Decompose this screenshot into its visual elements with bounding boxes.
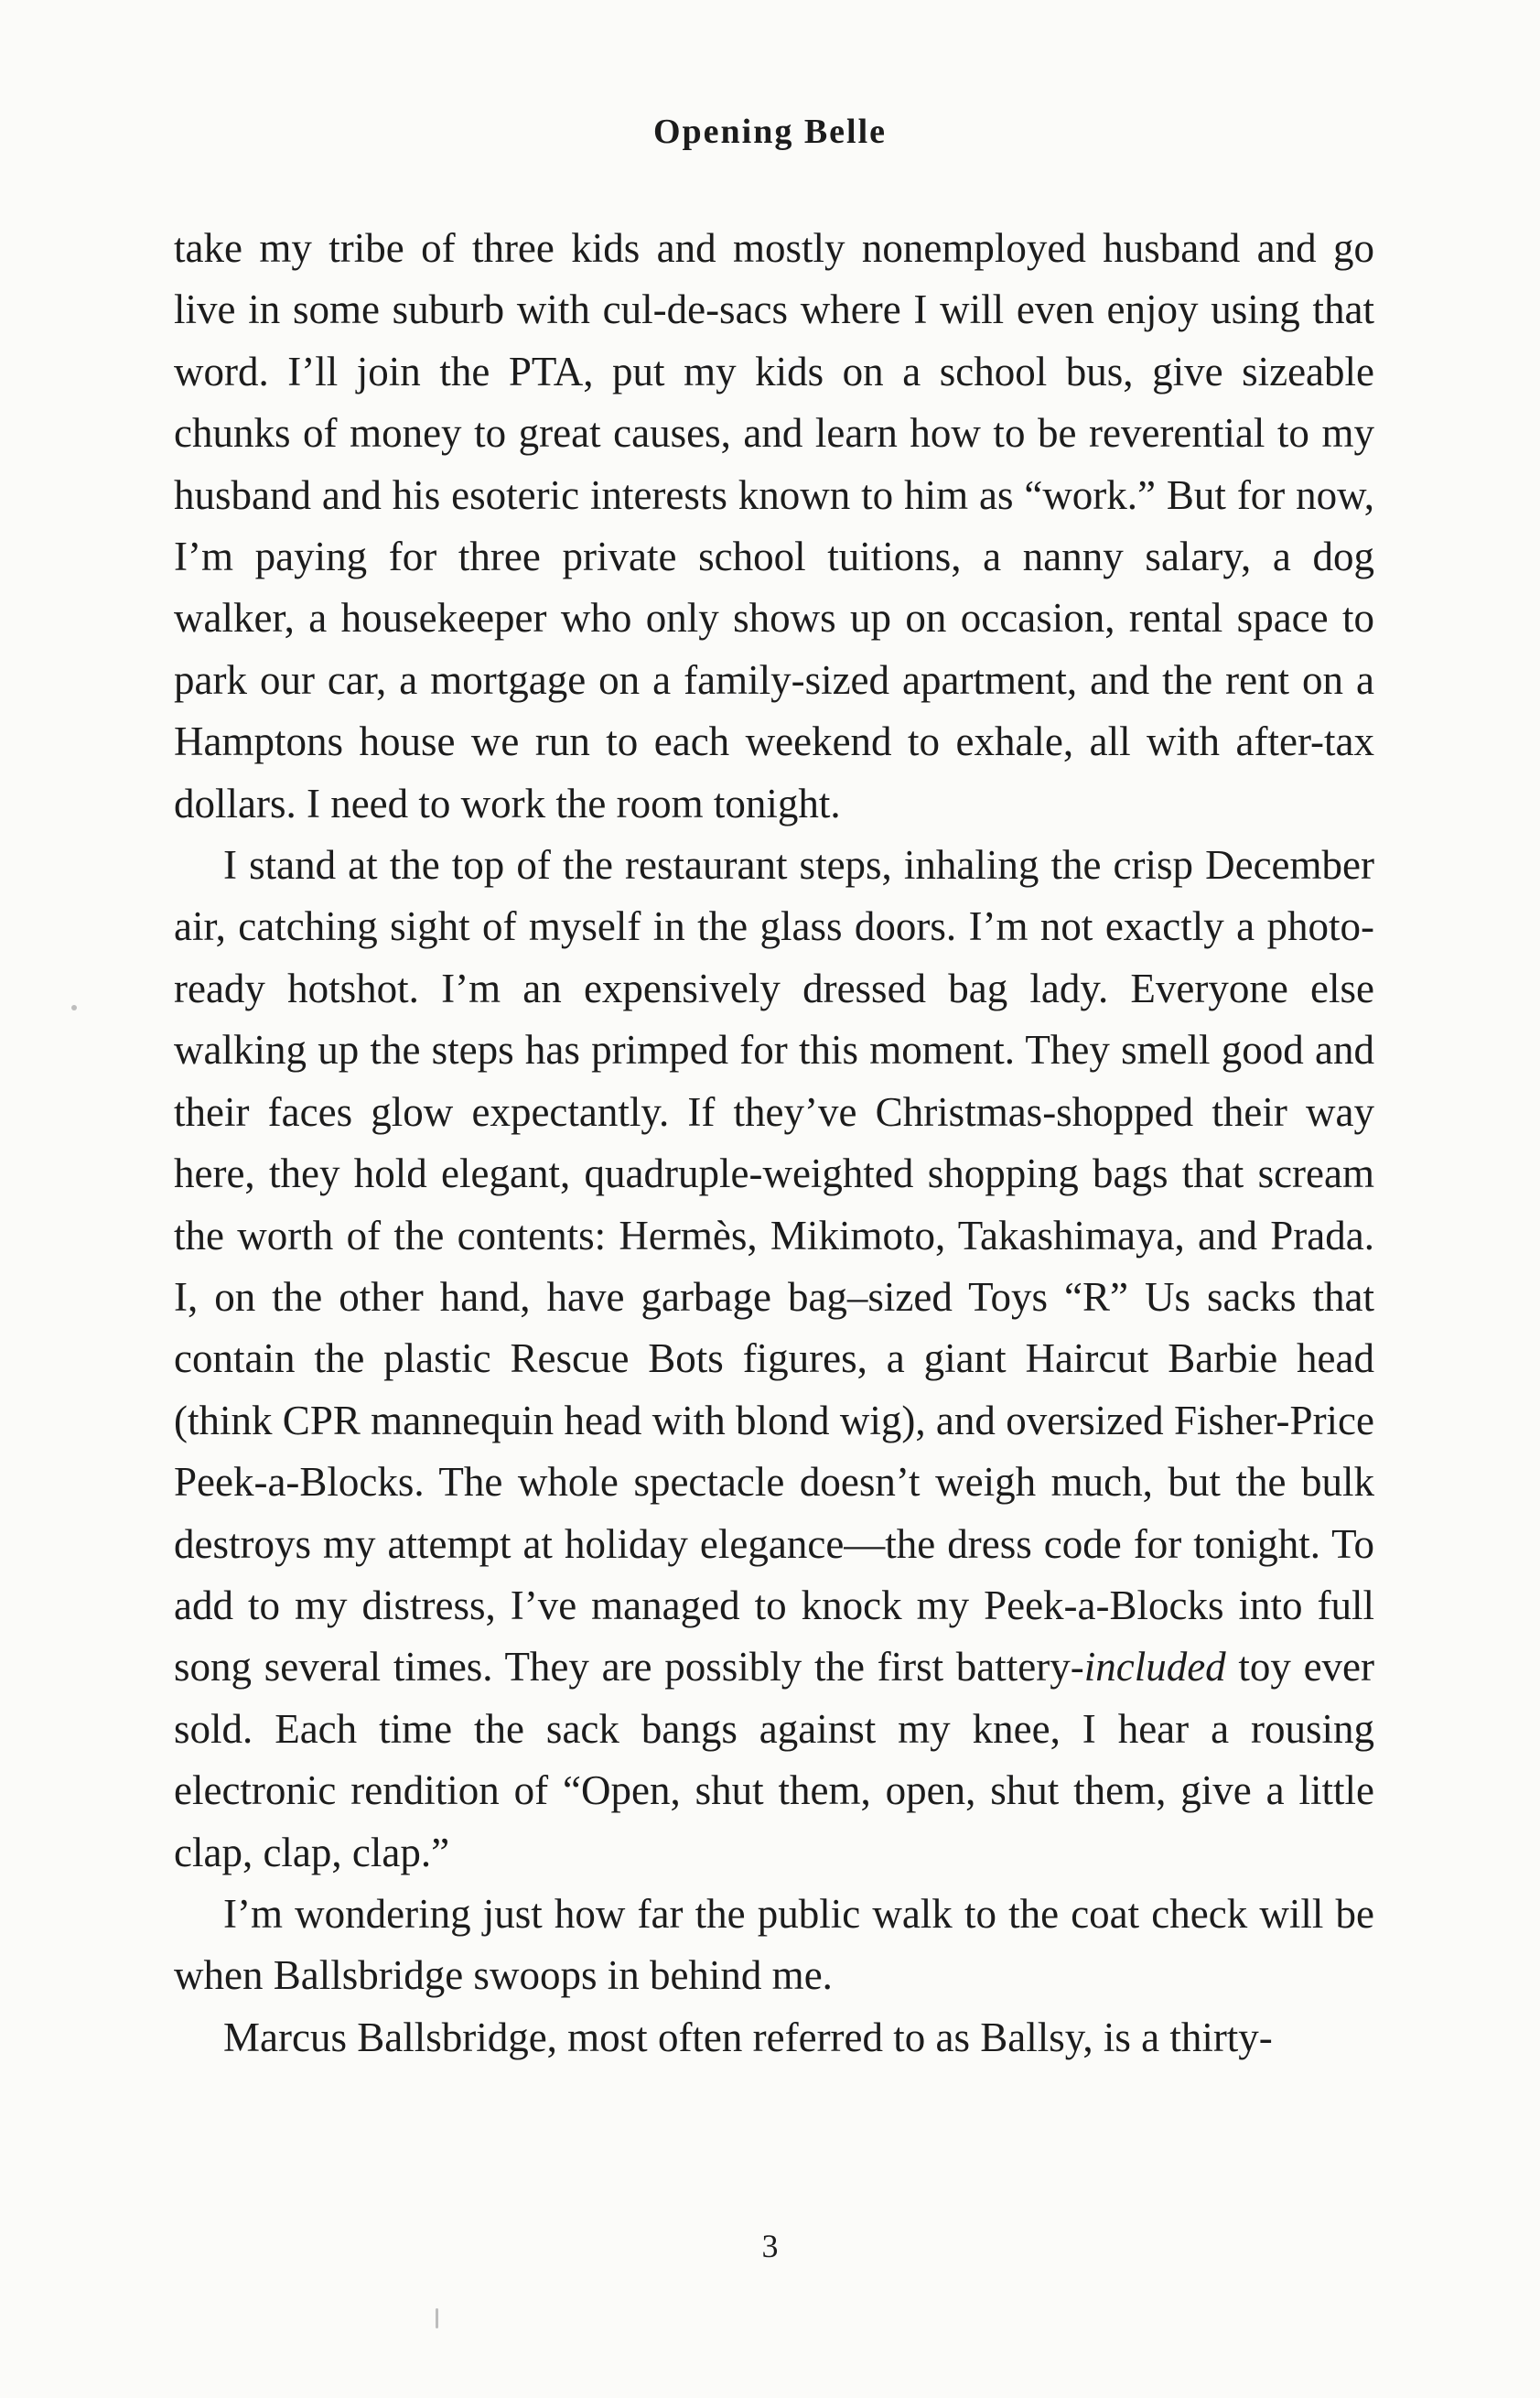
running-title: Opening Belle <box>652 113 888 151</box>
body-text <box>174 218 1374 2069</box>
paragraph-2 <box>174 835 1374 1884</box>
scan-speck <box>436 2308 438 2328</box>
paragraph-4: Marcus Ballsbridge, most often referred to as Ballsy, is a thirty- <box>223 2014 1273 2060</box>
page-number: 3 <box>761 2228 779 2264</box>
paragraph-2-text: I stand at the top of the restaurant steps, inhaling the crisp December air, catching sight of myself in the glass doors. I’m not exactly a photo-ready hotshot. I’m an expensively dressed bag lady. Everyone else walking up the steps has primped for this moment. They smell good and their faces glow expectantly. If they’ve Christmas-shopped their way here, they hold elegant, quadruple-weighted shopping bags that scream the worth of the contents: Hermès, Mikimoto, Takashimaya, and Prada. I, on the other hand, have garbage bag–sized Toys “R” Us sacks that contain the plastic Rescue Bots figures, a giant Haircut Barbie head (think CPR mannequin head with blond wig), and oversized Fisher-Price Peek-a-Blocks. The whole spectacle doesn’t weigh much, but the bulk destroys my attempt at holiday elegance—the dress code for tonight. To add to my distress, I’ve managed to knock my Peek-a-Blocks into full song several times. They are possibly the first battery- <box>174 842 1374 1690</box>
scan-speck <box>71 1005 77 1010</box>
paragraph-3: I’m wondering just how far the public walk to the coat check will be when Ballsbridge swoops in behind me. <box>174 1890 1374 1999</box>
paragraph-2-continued: toy ever sold. Each time the sack bangs against my knee, I hear a rousing electronic rendition of “Open, shut them, open, shut them, give a little clap, clap, clap.” <box>174 1644 1375 1875</box>
paragraph-1: take my tribe of three kids and mostly nonemployed husband and go live in some suburb with cul-de-sacs where I will even enjoy using that word. I’ll join the PTA, put my kids on a school bus, give sizeable chunks of money to great causes, and learn how to be reverential to my husband and his esoteric interests known to him as “work.” But for now, I’m paying for three private school tuitions, a nanny salary, a dog walker, a housekeeper who only shows up on occasion, rental space to park our car, a mortgage on a family-sized apartment, and the rent on a Hamptons house we run to each weekend to exhale, all with after-tax dollars. I need to work the room tonight. <box>174 225 1374 826</box>
italic-emphasis: included <box>1083 1644 1226 1690</box>
